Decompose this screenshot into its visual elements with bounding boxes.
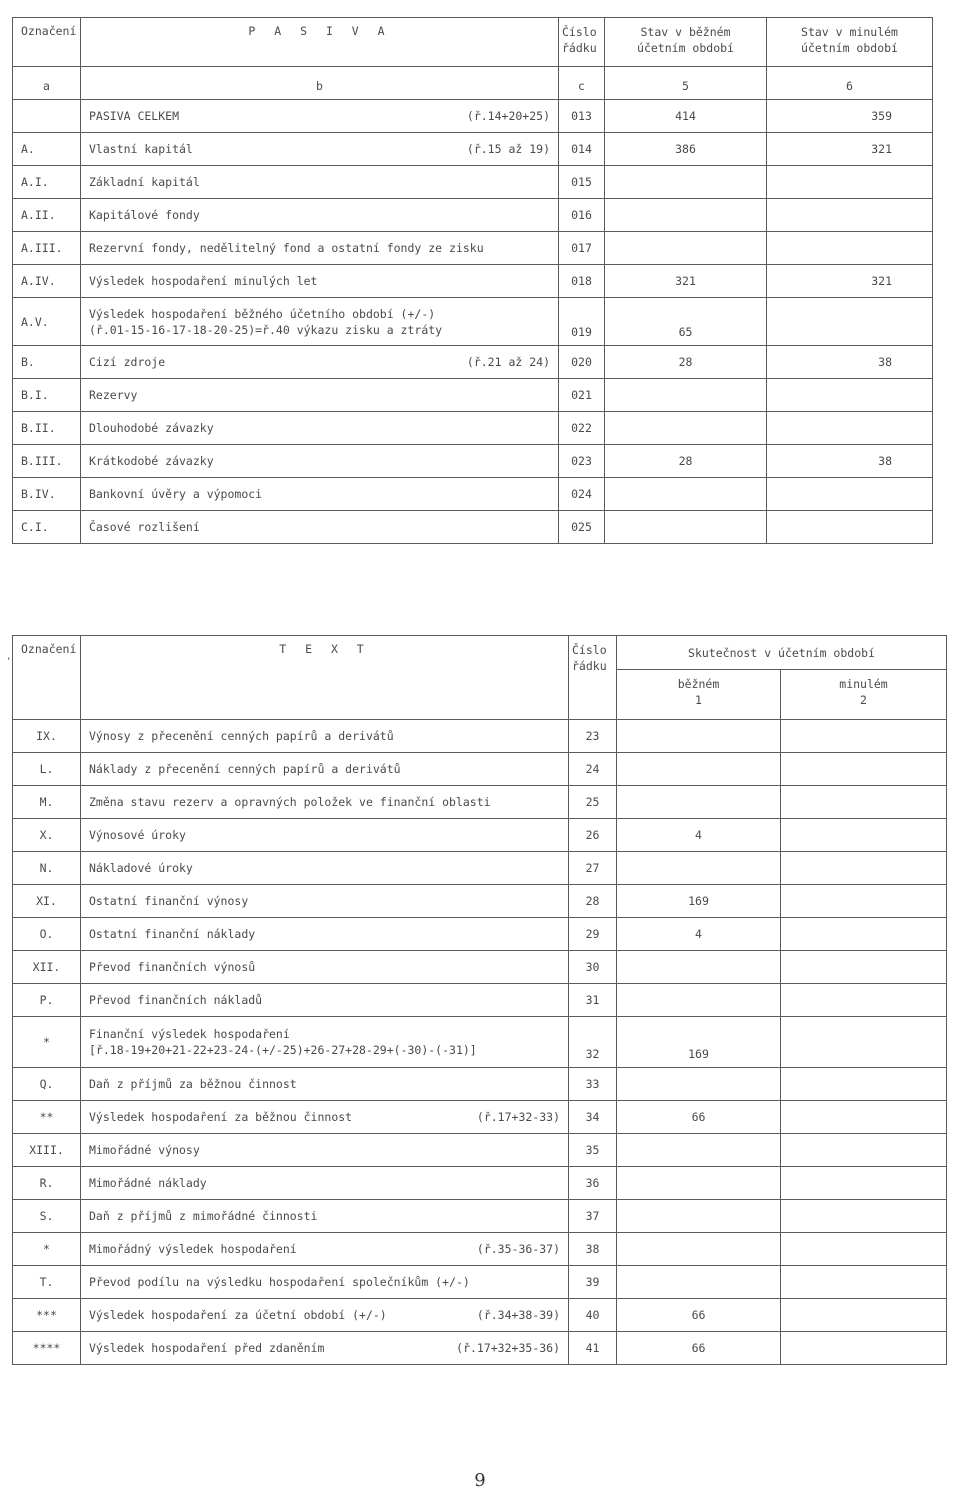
row-mark: XIII. [13,1134,81,1167]
row-label: Mimořádné náklady [81,1167,569,1200]
table-row [13,1167,947,1200]
table-row [13,1233,947,1266]
previous-value [781,720,947,753]
page-number: 9 [474,1470,486,1491]
current-value [617,852,781,885]
current-value [617,1200,781,1233]
row-mark: *** [13,1299,81,1332]
previous-value [781,1101,947,1134]
row-mark: A. [13,133,81,166]
row-label: Výsledek hospodaření běžného účetního období (+/-) (ř.01-15-16-17-18-20-25)=ř.40 výkazu zisku a ztráty [81,298,559,346]
col-header-period: Skutečnost v účetním období [617,636,947,670]
row-formula: (ř.15 až 19) [466,142,550,156]
current-value [617,753,781,786]
previous-value: 359 [767,100,933,133]
row-mark: A.I. [13,166,81,199]
previous-value [767,166,933,199]
row-mark [13,100,81,133]
row-number: 37 [569,1200,617,1233]
row-label: Finanční výsledek hospodaření [ř.18-19+20+21-22+23-24-(+/-25)+26-27+28-29+(-30)-(-31)] [81,1017,569,1068]
current-value [605,232,767,265]
row-label: Převod finančních výnosů [81,951,569,984]
previous-value [767,298,933,346]
row-number: 013 [559,100,605,133]
table-row [13,753,947,786]
current-value [605,166,767,199]
table-row [13,720,947,753]
previous-value: 38 [767,445,933,478]
row-mark: B.III. [13,445,81,478]
previous-value [781,885,947,918]
col-header-title: T E X T [81,636,569,720]
row-mark: C.I. [13,511,81,544]
row-mark: A.IV. [13,265,81,298]
previous-value [781,1134,947,1167]
current-value [617,786,781,819]
previous-value [781,918,947,951]
table-row [13,478,933,511]
col-header-mark: Označení [13,636,81,720]
table-row [13,133,933,166]
previous-value: 321 [767,133,933,166]
table-row [13,1332,947,1365]
row-number: 39 [569,1266,617,1299]
subheader-b: b [81,67,559,100]
col-header-row-number: Číslo řádku [559,18,605,67]
table-row [13,346,933,379]
current-value: 65 [605,298,767,346]
col-header-previous: minulém 2 [781,670,947,720]
row-formula: (ř.35-36-37) [476,1242,560,1256]
previous-value [781,951,947,984]
row-label: Převod finančních nákladů [81,984,569,1017]
row-mark: N. [13,852,81,885]
row-label: Výsledek hospodaření za běžnou činnost (ř.17+32-33) [81,1101,569,1134]
row-label: Výsledek hospodaření před zdaněním (ř.17+32+35-36) [81,1332,569,1365]
col-header-previous-period: Stav v minulém účetním období [767,18,933,67]
row-number: 025 [559,511,605,544]
current-value: 4 [617,918,781,951]
current-value: 386 [605,133,767,166]
previous-value [781,753,947,786]
row-mark: A.III. [13,232,81,265]
previous-value [781,1266,947,1299]
row-mark: T. [13,1266,81,1299]
current-value [617,1134,781,1167]
table-row [13,819,947,852]
current-value: 66 [617,1332,781,1365]
row-mark: **** [13,1332,81,1365]
row-mark: P. [13,984,81,1017]
row-number: 30 [569,951,617,984]
table-row [13,1200,947,1233]
row-label: Kapitálové fondy [81,199,559,232]
current-value: 321 [605,265,767,298]
stray-mark: , [6,652,12,662]
row-label: Výsledek hospodaření za účetní období (+/-) (ř.34+38-39) [81,1299,569,1332]
current-value [605,199,767,232]
table-row [13,100,933,133]
current-value [617,1167,781,1200]
previous-value [781,1068,947,1101]
row-mark: XII. [13,951,81,984]
current-value [617,984,781,1017]
row-mark: B.I. [13,379,81,412]
row-mark: M. [13,786,81,819]
row-number: 38 [569,1233,617,1266]
col-header-mark: Označení [13,18,81,67]
row-label: Daň z příjmů z mimořádné činnosti [81,1200,569,1233]
balance-sheet-liabilities-table [12,17,933,544]
row-mark: S. [13,1200,81,1233]
row-mark: B.IV. [13,478,81,511]
previous-value [781,819,947,852]
current-value: 169 [617,885,781,918]
previous-value [781,786,947,819]
row-mark: R. [13,1167,81,1200]
row-number: 24 [569,753,617,786]
previous-value [781,1017,947,1068]
income-statement-table [12,635,947,1365]
row-number: 018 [559,265,605,298]
row-number: 023 [559,445,605,478]
row-formula: (ř.17+32+35-36) [456,1341,560,1355]
previous-value [781,1233,947,1266]
col-header-current-period: Stav v běžném účetním období [605,18,767,67]
previous-value: 321 [767,265,933,298]
row-label: Základní kapitál [81,166,559,199]
table-row [13,232,933,265]
table-row [13,298,933,346]
current-value: 28 [605,445,767,478]
row-number: 019 [559,298,605,346]
table-row [13,1299,947,1332]
table-row [13,1101,947,1134]
current-value: 4 [617,819,781,852]
row-label: PASIVA CELKEM (ř.14+20+25) [81,100,559,133]
row-number: 015 [559,166,605,199]
previous-value [781,852,947,885]
previous-value [781,984,947,1017]
row-mark: Q. [13,1068,81,1101]
row-number: 016 [559,199,605,232]
row-formula: (ř.34+38-39) [476,1308,560,1322]
previous-value [781,1299,947,1332]
row-formula: (ř.14+20+25) [466,109,550,123]
table-row [13,951,947,984]
previous-value [781,1332,947,1365]
subheader-a: a [13,67,81,100]
row-label: Rezervní fondy, nedělitelný fond a ostatní fondy ze zisku [81,232,559,265]
row-label: Mimořádný výsledek hospodaření (ř.35-36-37) [81,1233,569,1266]
row-mark: IX. [13,720,81,753]
row-number: 27 [569,852,617,885]
row-number: 34 [569,1101,617,1134]
current-value [617,951,781,984]
row-formula: (ř.17+32-33) [476,1110,560,1124]
row-number: 25 [569,786,617,819]
row-number: 022 [559,412,605,445]
current-value: 414 [605,100,767,133]
previous-value [767,511,933,544]
row-number: 28 [569,885,617,918]
table-row [13,1068,947,1101]
table-row [13,1266,947,1299]
col-header-current: běžném 1 [617,670,781,720]
current-value: 169 [617,1017,781,1068]
row-number: 23 [569,720,617,753]
row-mark: A.II. [13,199,81,232]
row-number: 26 [569,819,617,852]
row-number: 40 [569,1299,617,1332]
table-row [13,786,947,819]
current-value [617,1266,781,1299]
row-number: 024 [559,478,605,511]
subheader-5: 5 [605,67,767,100]
current-value: 28 [605,346,767,379]
table-row [13,265,933,298]
current-value [605,478,767,511]
previous-value: 38 [767,346,933,379]
row-label: Výnosy z přecenění cenných papírů a derivátů [81,720,569,753]
table-row [13,852,947,885]
current-value [605,379,767,412]
row-mark: * [13,1233,81,1266]
current-value [605,412,767,445]
row-label: Převod podílu na výsledku hospodaření společníkům (+/-) [81,1266,569,1299]
row-number: 32 [569,1017,617,1068]
row-label: Rezervy [81,379,559,412]
row-label: Náklady z přecenění cenných papírů a derivátů [81,753,569,786]
col-header-row-number: Číslo řádku [569,636,617,720]
current-value [617,1233,781,1266]
table-row [13,1134,947,1167]
current-value [617,720,781,753]
row-number: 014 [559,133,605,166]
row-formula: (ř.21 až 24) [466,355,550,369]
row-number: 29 [569,918,617,951]
row-number: 36 [569,1167,617,1200]
previous-value [767,478,933,511]
row-number: 41 [569,1332,617,1365]
row-label: Bankovní úvěry a výpomoci [81,478,559,511]
row-label: Dlouhodobé závazky [81,412,559,445]
row-label: Ostatní finanční náklady [81,918,569,951]
row-label: Výsledek hospodaření minulých let [81,265,559,298]
row-mark: X. [13,819,81,852]
row-number: 020 [559,346,605,379]
table-row [13,511,933,544]
row-mark: A.V. [13,298,81,346]
row-number: 35 [569,1134,617,1167]
row-mark: XI. [13,885,81,918]
row-number: 021 [559,379,605,412]
row-number: 31 [569,984,617,1017]
row-label: Nákladové úroky [81,852,569,885]
table-row [13,984,947,1017]
row-label: Výnosové úroky [81,819,569,852]
previous-value [781,1200,947,1233]
row-number: 017 [559,232,605,265]
row-label: Časové rozlišení [81,511,559,544]
current-value: 66 [617,1101,781,1134]
table-row [13,412,933,445]
previous-value [781,1167,947,1200]
row-label: Vlastní kapitál (ř.15 až 19) [81,133,559,166]
row-label: Změna stavu rezerv a opravných položek ve finanční oblasti [81,786,569,819]
previous-value [767,412,933,445]
row-mark: B. [13,346,81,379]
current-value [605,511,767,544]
table-row [13,885,947,918]
previous-value [767,199,933,232]
subheader-c: c [559,67,605,100]
row-mark: L. [13,753,81,786]
row-label: Krátkodobé závazky [81,445,559,478]
table-row [13,445,933,478]
row-label: Mimořádné výnosy [81,1134,569,1167]
row-label: Daň z příjmů za běžnou činnost [81,1068,569,1101]
current-value: 66 [617,1299,781,1332]
table-row [13,1017,947,1068]
row-label: Cizí zdroje (ř.21 až 24) [81,346,559,379]
row-mark: B.II. [13,412,81,445]
current-value [617,1068,781,1101]
table-row [13,166,933,199]
row-label: Ostatní finanční výnosy [81,885,569,918]
table-row [13,918,947,951]
subheader-6: 6 [767,67,933,100]
row-number: 33 [569,1068,617,1101]
col-header-title: P A S I V A [81,18,559,67]
row-mark: ** [13,1101,81,1134]
row-mark: O. [13,918,81,951]
previous-value [767,232,933,265]
previous-value [767,379,933,412]
table-row [13,379,933,412]
table-row [13,199,933,232]
row-mark: * [13,1017,81,1068]
